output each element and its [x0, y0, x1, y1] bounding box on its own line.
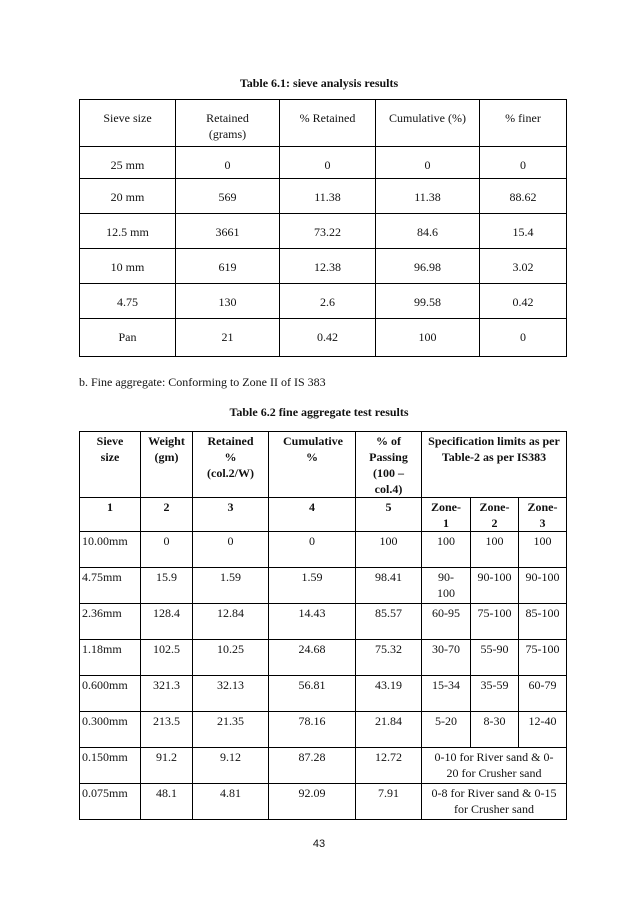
spec-limit-cell: 0-8 for River sand & 0-15 for Crusher sand [422, 784, 567, 820]
table-cell: 60-79 [519, 676, 567, 712]
table-cell: 12.84 [193, 604, 269, 640]
table-cell: 21 [176, 319, 280, 357]
table-cell: 75-100 [519, 640, 567, 676]
column-header: Retained % (col.2/W) [193, 432, 269, 498]
table-cell: 85.57 [356, 604, 422, 640]
table-cell: 0.300mm [80, 712, 141, 748]
column-header: % finer [480, 100, 567, 147]
table-cell: 0 [141, 532, 193, 568]
table-row [80, 712, 567, 748]
table-cell: 25 mm [80, 147, 176, 179]
table-row [80, 179, 567, 214]
table-header-row [80, 100, 567, 147]
table-row [80, 604, 567, 640]
table-cell: 569 [176, 179, 280, 214]
table-cell: 0 [193, 532, 269, 568]
table-cell: 92.09 [269, 784, 356, 820]
table-6-1-caption: Table 6.1: sieve analysis results [239, 76, 399, 90]
table-cell: 5-20 [422, 712, 471, 748]
table-cell: 100 [471, 532, 519, 568]
table-cell: 1.59 [193, 568, 269, 604]
table-cell: 100 [519, 532, 567, 568]
table-cell: 130 [176, 284, 280, 319]
table-cell: 75-100 [471, 604, 519, 640]
column-header: Sieve size [80, 432, 141, 498]
table-cell: 3.02 [480, 249, 567, 284]
table-cell: 0.075mm [80, 784, 141, 820]
column-number: 5 [356, 498, 422, 532]
table-cell: 7.91 [356, 784, 422, 820]
column-number: 1 [80, 498, 141, 532]
column-header: Cumulative (%) [376, 100, 480, 147]
table-cell: 98.41 [356, 568, 422, 604]
table-cell: 11.38 [376, 179, 480, 214]
table-cell: 48.1 [141, 784, 193, 820]
table-row [80, 784, 567, 820]
column-number: 4 [269, 498, 356, 532]
column-header: Retained (grams) [176, 100, 280, 147]
table-cell: 100 [376, 319, 480, 357]
table-cell: 91.2 [141, 748, 193, 784]
table-cell: 88.62 [480, 179, 567, 214]
table-cell: 0 [176, 147, 280, 179]
table-cell: 11.38 [280, 179, 376, 214]
table-cell: 9.12 [193, 748, 269, 784]
table-cell: 0 [269, 532, 356, 568]
table-row [80, 532, 567, 568]
table-cell: 0 [480, 147, 567, 179]
column-header: % Retained [280, 100, 376, 147]
table-cell: 10.25 [193, 640, 269, 676]
table-cell: 84.6 [376, 214, 480, 249]
table-cell: 0 [376, 147, 480, 179]
zone-header: Zone-3 [519, 498, 567, 532]
table-cell: 100 [356, 532, 422, 568]
table-cell: 12.72 [356, 748, 422, 784]
table-row [80, 284, 567, 319]
table-cell: 0 [480, 319, 567, 357]
table-cell: 3661 [176, 214, 280, 249]
table-cell: 43.19 [356, 676, 422, 712]
table-cell: 96.98 [376, 249, 480, 284]
table-cell: 15.9 [141, 568, 193, 604]
table-cell: 12.38 [280, 249, 376, 284]
table-cell: 75.32 [356, 640, 422, 676]
table-cell: 102.5 [141, 640, 193, 676]
table-cell: 35-59 [471, 676, 519, 712]
table-cell: 21.35 [193, 712, 269, 748]
table-cell: 4.75mm [80, 568, 141, 604]
table-cell: 14.43 [269, 604, 356, 640]
table-cell: 78.16 [269, 712, 356, 748]
table-6-2-caption: Table 6.2 fine aggregate test results [229, 405, 409, 419]
table-row [80, 319, 567, 357]
table-cell: 15-34 [422, 676, 471, 712]
table-cell: 0.600mm [80, 676, 141, 712]
table-cell: 2.36mm [80, 604, 141, 640]
table-cell: 56.81 [269, 676, 356, 712]
column-number: 3 [193, 498, 269, 532]
table-cell: 0.42 [280, 319, 376, 357]
table-header-row [80, 432, 567, 498]
table-cell: 90-100 [422, 568, 471, 604]
table-cell: 99.58 [376, 284, 480, 319]
zone-header: Zone-2 [471, 498, 519, 532]
table-cell: Pan [80, 319, 176, 357]
table-cell: 4.81 [193, 784, 269, 820]
table-cell: 12.5 mm [80, 214, 176, 249]
column-header: Cumulative % [269, 432, 356, 498]
table-cell: 85-100 [519, 604, 567, 640]
table-cell: 90-100 [471, 568, 519, 604]
table-cell: 128.4 [141, 604, 193, 640]
fine-aggregate-paragraph: b. Fine aggregate: Conforming to Zone II of IS 383 [79, 375, 326, 389]
table-cell: 15.4 [480, 214, 567, 249]
table-cell: 0 [280, 147, 376, 179]
fine-aggregate-table [79, 431, 567, 820]
zone-header: Zone-1 [422, 498, 471, 532]
table-cell: 87.28 [269, 748, 356, 784]
table-cell: 90-100 [519, 568, 567, 604]
table-subheader-row [80, 498, 567, 532]
table-cell: 0.150mm [80, 748, 141, 784]
page-number: 43 [312, 838, 326, 850]
table-cell: 213.5 [141, 712, 193, 748]
table-row [80, 249, 567, 284]
table-row [80, 568, 567, 604]
table-row [80, 214, 567, 249]
table-cell: 1.18mm [80, 640, 141, 676]
table-cell: 2.6 [280, 284, 376, 319]
column-number: 2 [141, 498, 193, 532]
spec-limit-cell: 0-10 for River sand & 0-20 for Crusher sand [422, 748, 567, 784]
sieve-analysis-table [79, 99, 567, 357]
table-cell: 10 mm [80, 249, 176, 284]
table-cell: 1.59 [269, 568, 356, 604]
table-row [80, 147, 567, 179]
table-cell: 21.84 [356, 712, 422, 748]
table-cell: 24.68 [269, 640, 356, 676]
table-cell: 100 [422, 532, 471, 568]
table-cell: 30-70 [422, 640, 471, 676]
table-cell: 321.3 [141, 676, 193, 712]
column-header: Weight (gm) [141, 432, 193, 498]
table-cell: 4.75 [80, 284, 176, 319]
column-header: Specification limits as per Table-2 as per IS383 [422, 432, 567, 498]
table-cell: 0.42 [480, 284, 567, 319]
column-header: % of Passing (100 – col.4) [356, 432, 422, 498]
table-cell: 32.13 [193, 676, 269, 712]
table-row [80, 640, 567, 676]
table-cell: 8-30 [471, 712, 519, 748]
table-cell: 60-95 [422, 604, 471, 640]
table-cell: 73.22 [280, 214, 376, 249]
table-cell: 10.00mm [80, 532, 141, 568]
column-header: Sieve size [80, 100, 176, 147]
table-row [80, 676, 567, 712]
table-row [80, 748, 567, 784]
table-cell: 12-40 [519, 712, 567, 748]
table-cell: 55-90 [471, 640, 519, 676]
table-cell: 20 mm [80, 179, 176, 214]
table-cell: 619 [176, 249, 280, 284]
